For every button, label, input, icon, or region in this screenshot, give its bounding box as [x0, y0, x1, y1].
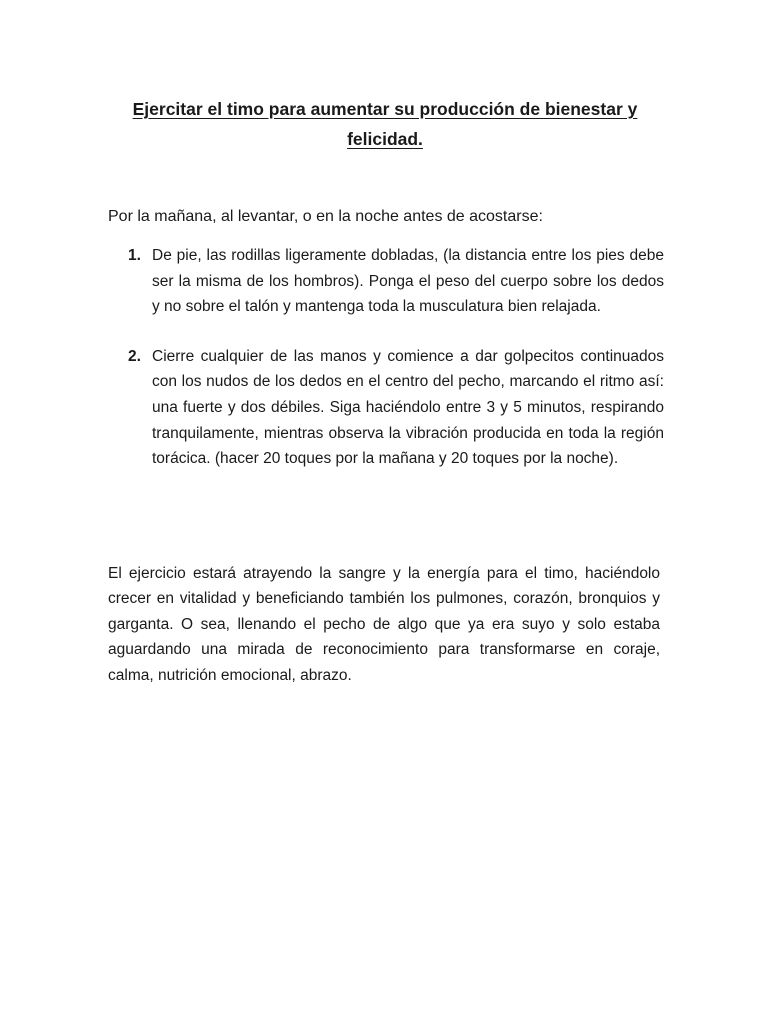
- list-item: [108, 243, 664, 320]
- closing-paragraph: El ejercicio estará atrayendo la sangre y la energía para el timo, haciéndolo crecer en vitalidad y beneficiando también los pulmones, corazón, bronquios y garganta. O sea, llenando el pecho de algo que ya era suyo y solo estaba aguardando una mirada de reconocimiento para transformarse en coraje, calma, nutrición emocional, abrazo.: [108, 565, 660, 684]
- step-number: 1.: [128, 247, 141, 264]
- list-item: [108, 344, 664, 472]
- steps-list: [108, 243, 664, 472]
- intro-paragraph: Por la mañana, al levantar, o en la noche antes de acostarse:: [108, 208, 543, 225]
- step-text: De pie, las rodillas ligeramente dobladas, (la distancia entre los pies debe ser la misma de los hombros). Ponga el peso del cuerpo sobre los dedos y no sobre el talón y mantenga toda la musculatura bien relajada.: [152, 247, 664, 316]
- step-text: Cierre cualquier de las manos y comience a dar golpecitos continuados con los nudos de los dedos en el centro del pecho, marcando el ritmo así: una fuerte y dos débiles. Siga haciéndolo entre 3 y 5 minutos, respirando tranquilamente, mientras observa la vibración producida en toda la región torácica. (hacer 20 toques por la mañana y 20 toques por la noche).: [152, 347, 664, 468]
- document-title: Ejercitar el timo para aumentar su producción de bienestar y felicidad.: [132, 99, 638, 149]
- step-number: 2.: [128, 347, 141, 365]
